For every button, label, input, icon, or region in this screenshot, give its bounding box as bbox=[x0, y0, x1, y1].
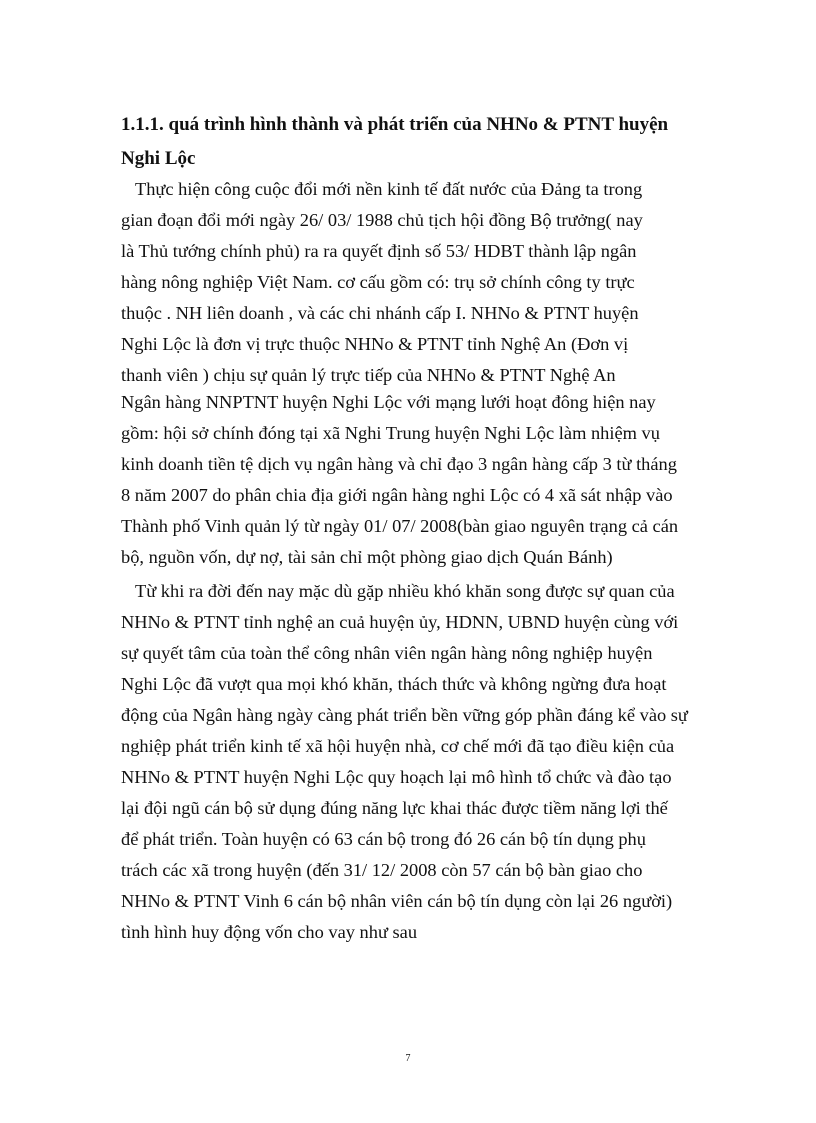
paragraph-line: thuộc . NH liên doanh , và các chi nhánh cấp I. NHNo & PTNT huyện bbox=[121, 303, 639, 323]
paragraph-2 bbox=[121, 387, 721, 573]
page-number: 7 bbox=[405, 1053, 411, 1064]
paragraph-line: 8 năm 2007 do phân chia địa giới ngân hàng nghi Lộc có 4 xã sát nhập vào bbox=[121, 485, 673, 505]
paragraph-line: là Thủ tướng chính phủ) ra ra quyết định số 53/ HDBT thành lập ngân bbox=[121, 241, 637, 261]
paragraph-line: thanh viên ) chịu sự quản lý trực tiếp của NHNo & PTNT Nghệ An bbox=[121, 365, 616, 385]
paragraph-line: Từ khi ra đời đến nay mặc dù gặp nhiều khó khăn song được sự quan của bbox=[135, 581, 675, 601]
paragraph-line: NHNo & PTNT Vinh 6 cán bộ nhân viên cán bộ tín dụng còn lại 26 người) bbox=[121, 891, 673, 911]
paragraph-3 bbox=[121, 576, 721, 948]
paragraph-line: lại đội ngũ cán bộ sử dụng đúng năng lực khai thác được tiềm năng lợi thế bbox=[121, 798, 668, 818]
paragraph-line: Nghi Lộc đã vượt qua mọi khó khăn, thách thức và không ngừng đưa hoạt bbox=[121, 674, 667, 694]
paragraph-line: hàng nông nghiệp Việt Nam. cơ cấu gồm có: trụ sở chính công ty trực bbox=[121, 272, 635, 292]
paragraph-line: bộ, nguồn vốn, dự nợ, tài sản chỉ một phòng giao dịch Quán Bánh) bbox=[121, 547, 613, 567]
paragraph-line: động của Ngân hàng ngày càng phát triển bền vững góp phần đáng kể vào sự bbox=[121, 705, 688, 725]
paragraph-line: gian đoạn đổi mới ngày 26/ 03/ 1988 chủ tịch hội đồng Bộ trưởng( nay bbox=[121, 210, 643, 230]
paragraph-line: gồm: hội sở chính đóng tại xã Nghi Trung huyện Nghi Lộc làm nhiệm vụ bbox=[121, 423, 660, 443]
paragraph-1 bbox=[121, 174, 721, 391]
paragraph-line: để phát triển. Toàn huyện có 63 cán bộ trong đó 26 cán bộ tín dụng phụ bbox=[121, 829, 646, 849]
paragraph-line: Ngân hàng NNPTNT huyện Nghi Lộc với mạng lưới hoạt đông hiện nay bbox=[121, 392, 656, 412]
paragraph-line: Thực hiện công cuộc đổi mới nền kinh tế đất nước của Đảng ta trong bbox=[135, 179, 643, 199]
paragraph-line: Nghi Lộc là đơn vị trực thuộc NHNo & PTNT tỉnh Nghệ An (Đơn vị bbox=[121, 334, 629, 354]
paragraph-line: nghiệp phát triển kinh tế xã hội huyện nhà, cơ chế mới đã tạo điều kiện của bbox=[121, 736, 675, 756]
heading-line: 1.1.1. quá trình hình thành và phát triển của NHNo & PTNT huyện bbox=[121, 114, 669, 135]
paragraph-line: NHNo & PTNT tỉnh nghệ an cuả huyện ủy, HDNN, UBND huyện cùng với bbox=[121, 612, 679, 632]
paragraph-line: kinh doanh tiền tệ dịch vụ ngân hàng và chỉ đạo 3 ngân hàng cấp 3 từ tháng bbox=[121, 454, 677, 474]
section-heading bbox=[121, 108, 721, 176]
paragraph-line: Thành phố Vinh quản lý từ ngày 01/ 07/ 2008(bàn giao nguyên trạng cả cán bbox=[121, 516, 679, 536]
paragraph-line: tình hình huy động vốn cho vay như sau bbox=[121, 922, 418, 942]
heading-line: Nghi Lộc bbox=[121, 148, 196, 169]
paragraph-line: trách các xã trong huyện (đến 31/ 12/ 2008 còn 57 cán bộ bàn giao cho bbox=[121, 860, 643, 880]
paragraph-line: sự quyết tâm của toàn thể công nhân viên ngân hàng nông nghiệp huyện bbox=[121, 643, 653, 663]
paragraph-line: NHNo & PTNT huyện Nghi Lộc quy hoạch lại mô hình tổ chức và đào tạo bbox=[121, 767, 672, 787]
